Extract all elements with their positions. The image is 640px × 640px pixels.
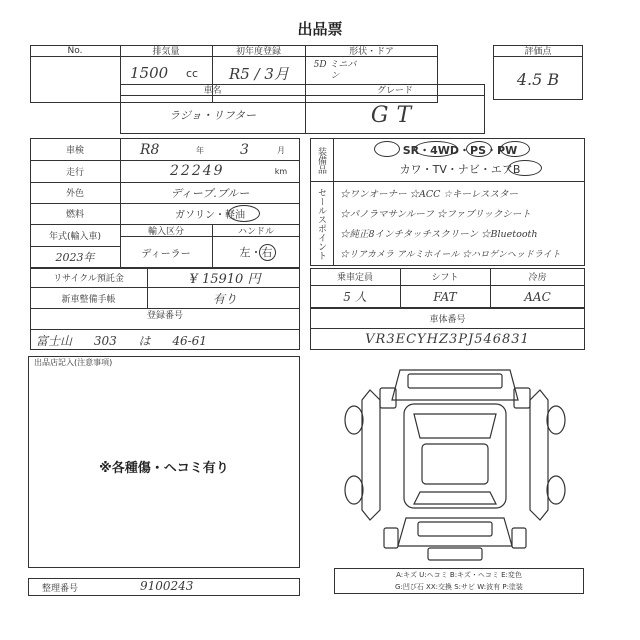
notes-label: 出品店記入(注意事項): [34, 358, 113, 367]
sr-circle-mark: [374, 141, 400, 157]
score-value: 4.5 B: [516, 69, 560, 89]
legend-line1: A:キズ U:ヘコミ B:キズ・ヘコミ E:変色: [396, 571, 522, 579]
chassis-value: VR3ECYHZ3PJ546831: [365, 332, 530, 347]
sales-point-4: ☆リアカメラ アルミホイール ☆ハロゲンヘッドライト: [340, 249, 561, 260]
shift-value: FAT: [433, 289, 457, 304]
seats-value: 5 人: [343, 290, 367, 304]
recycle-value: ¥ 15910 円: [189, 272, 261, 287]
sales-point-3: ☆純正8インチタッチスクリーン ☆Bluetooth: [340, 229, 538, 240]
notes-text: ※各種傷・ヘコミ有り: [99, 460, 229, 476]
inspection-label: 車検: [65, 145, 84, 156]
manual-value: 有り: [212, 291, 237, 306]
left-side-outline: [362, 390, 380, 520]
displacement-label: 排気量: [152, 47, 180, 57]
import-label: 輸入区分: [147, 226, 184, 237]
right-side-outline: [530, 390, 548, 520]
equipment-section-label: 装備品: [316, 146, 326, 174]
equipment-line2: カワ・TV・ナビ・エアB: [399, 163, 521, 176]
color-label: 外色: [65, 189, 84, 199]
mileage-label: 走行: [65, 167, 84, 178]
registration-value: 富士山 303 は 46-61: [36, 333, 207, 348]
recycle-label: リサイクル預託金: [53, 274, 124, 284]
displacement-unit: cc: [185, 66, 199, 80]
mileage-value: 22249: [170, 163, 225, 179]
lot-label: 整理番号: [42, 583, 79, 594]
handle-label: ハンドル: [237, 226, 274, 237]
vehicle-damage-diagram: [340, 360, 570, 565]
fuel-value: ガソリン・軽油: [175, 210, 245, 221]
body-type-value: 5D ミニバン: [313, 60, 357, 81]
chassis-label: 車体番号: [429, 314, 466, 325]
ps-circle-mark: [466, 141, 492, 157]
inspection-year-unit: 年: [196, 145, 204, 155]
pw-circle-mark: [500, 141, 530, 157]
mileage-unit: km: [274, 166, 288, 176]
sales-point-1: ☆ワンオーナー ☆ACC ☆キーレススター: [340, 189, 518, 200]
displacement-value: 1500: [130, 64, 169, 82]
4wd-circle-mark: [414, 141, 458, 157]
model-value: ラジョ・リフター: [168, 109, 256, 122]
manual-label: 新車整備手帳: [61, 294, 116, 305]
seats-label: 乗車定員: [336, 273, 373, 283]
no-label: No.: [67, 45, 83, 56]
fuel-label: 燃料: [65, 210, 84, 220]
first-registration-value: R5 / 3月: [229, 64, 289, 83]
ac-value: AAC: [524, 289, 551, 304]
first-registration-label: 初年度登録: [235, 47, 281, 57]
year-value: 2023年: [55, 251, 95, 264]
shift-label: シフト: [431, 273, 459, 283]
fuel-circle-mark: [228, 205, 260, 222]
color-value: ディープ.ブルー: [170, 186, 250, 200]
inspection-value: R8: [140, 142, 160, 158]
inspection-month-unit: 月: [277, 145, 285, 155]
sales-points-label: セールスポイント: [316, 188, 326, 260]
inspection-month: 3: [240, 142, 249, 158]
legend-line2: G:凹び石 XX:交換 S:サビ W:波有 P:塗装: [395, 583, 523, 591]
lot-value: 9100243: [140, 579, 194, 593]
equipment-line1: SR・4WD・PS・PW: [402, 144, 518, 157]
grade-value: GT: [370, 102, 420, 128]
import-value: ディーラー: [141, 248, 191, 260]
sales-point-2: ☆パノラマサンルーフ ☆ファブリックシート: [340, 209, 531, 220]
body-type-label: 形状・ドア: [349, 47, 394, 57]
model-label: 車名: [203, 86, 222, 96]
handle-circle-mark: [259, 244, 276, 261]
registration-label: 登録番号: [146, 311, 183, 321]
registration-value-frame: [30, 330, 300, 350]
grade-label: グレード: [376, 86, 413, 96]
year-label: 年式(輸入車): [48, 231, 102, 242]
handle-value: 左・右: [239, 246, 273, 259]
document-title: 出品票: [297, 20, 343, 38]
airbag-circle-mark: [508, 160, 542, 176]
ac-label: 冷房: [528, 273, 547, 283]
score-label: 評価点: [524, 47, 552, 57]
